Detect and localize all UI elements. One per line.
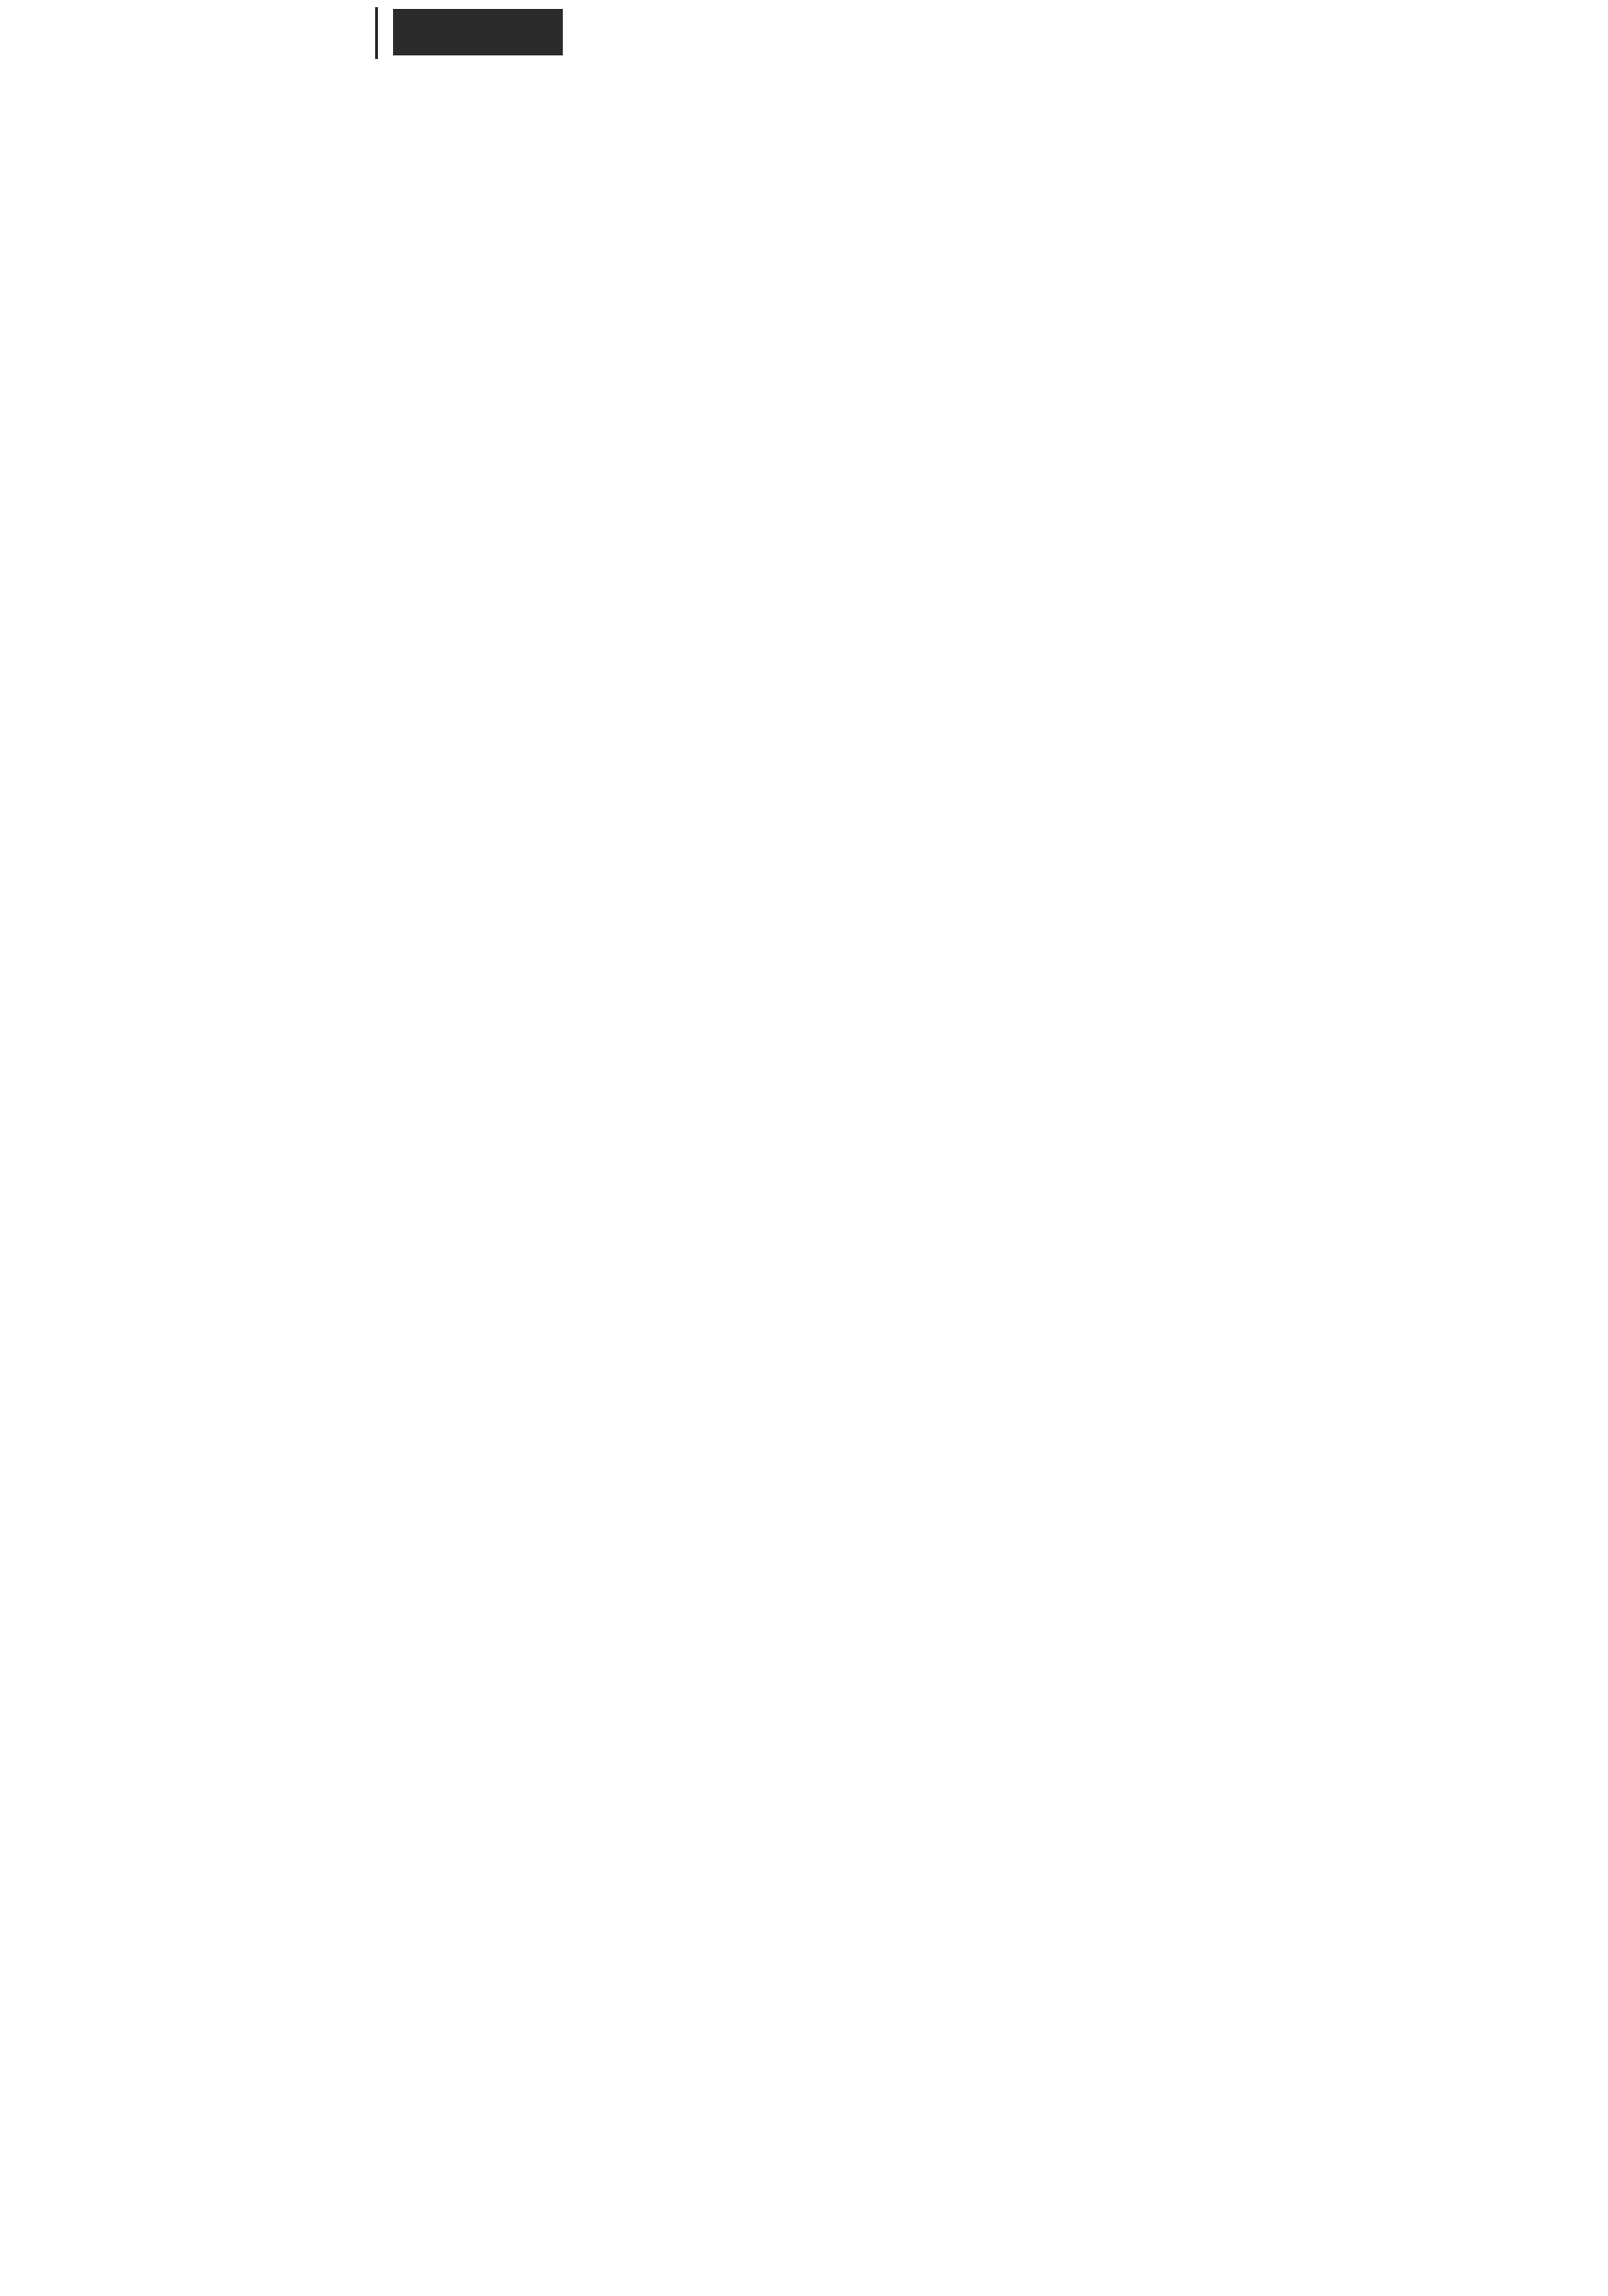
left-column [20,98,788,123]
section-badge [393,9,563,55]
header-divider [375,7,378,59]
page-header [0,0,1608,71]
